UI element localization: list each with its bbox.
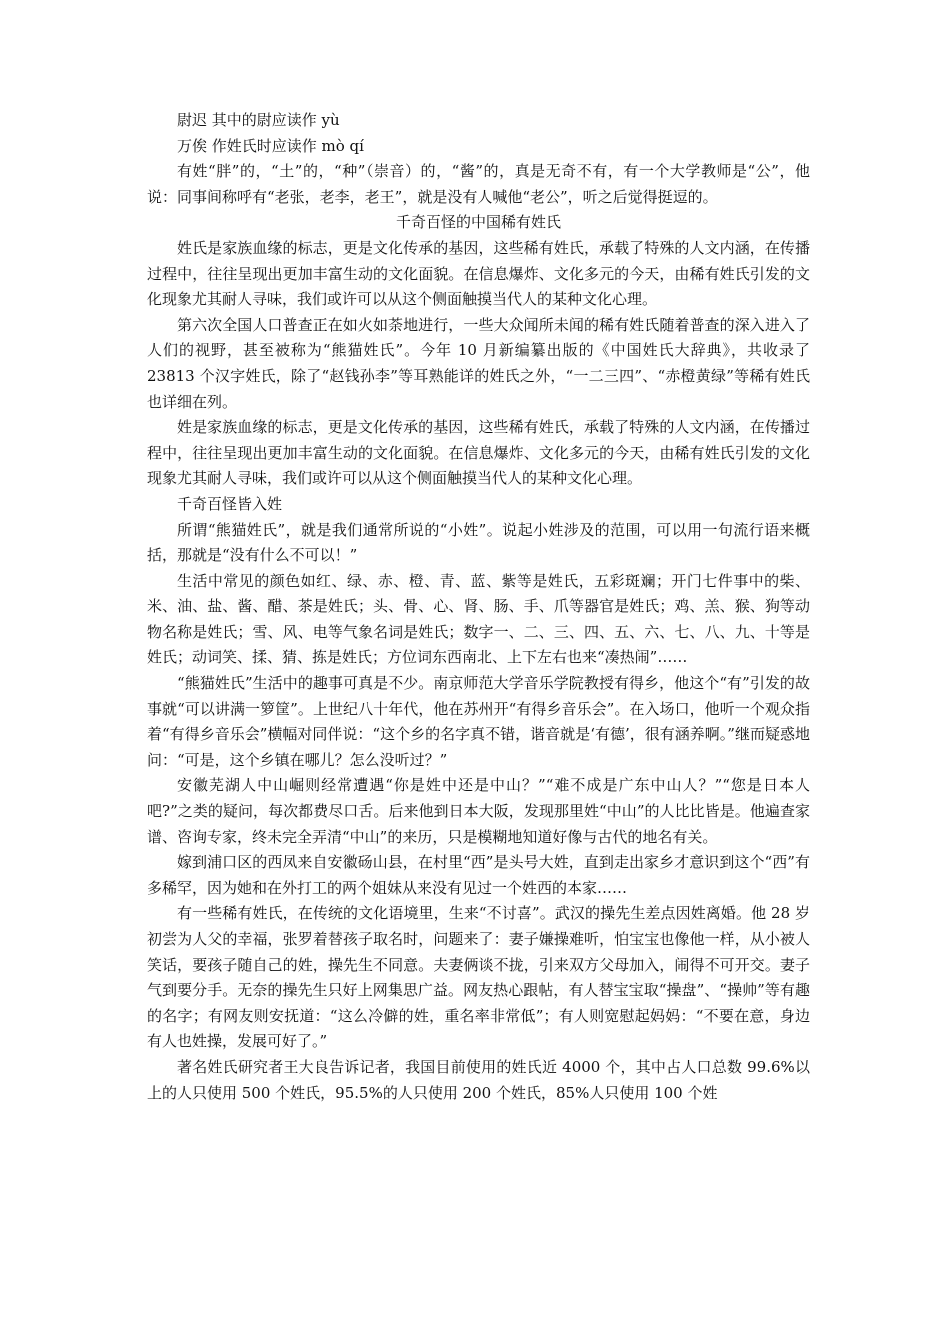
paragraph: 姓氏是家族血缘的标志，更是文化传承的基因，这些稀有姓氏，承载了特殊的人文内涵，在传播过程中，往往呈现出更加丰富生动的文化面貌。在信息爆炸、文化多元的今天，由稀有姓氏引发的文化现象尤其耐人寻味，我们或许可以从这个侧面触摸当代人的某种文化心理。 xyxy=(147,238,810,309)
intro-paragraph: 有姓“胖”的，“土”的，“种”（崇音）的，“酱”的，真是无奇不有，有一个大学教师是“公”，他说：同事间称呼有“老张，老李，老王”，就是没有人喊他“老公”，听之后觉得挺逗的。 xyxy=(147,162,810,206)
paragraph: 生活中常见的颜色如红、绿、赤、橙、青、蓝、紫等是姓氏，五彩斑斓；开门七件事中的柴、米、油、盐、酱、醋、茶是姓氏；头、骨、心、肾、肠、手、爪等器官是姓氏；鸡、羔、猴、狗等动物名称是姓氏；雪、风、电等气象名词是姓氏；数字一、二、三、四、五、六、七、八、九、十等是姓氏；动词笑、揉、猜、拣是姓氏；方位词东西南北、上下左右也来“凑热闹”…… xyxy=(147,571,810,667)
article-title: 千奇百怪的中国稀有姓氏 xyxy=(395,213,561,232)
paragraph: 所谓“熊猫姓氏”，就是我们通常所说的“小姓”。说起小姓涉及的范围，可以用一句流行语来概括，那就是“没有什么不可以！” xyxy=(147,520,810,565)
document-page xyxy=(147,108,810,1106)
paragraph: 嫁到浦口区的西凤来自安徽砀山县，在村里“西”是头号大姓，直到走出家乡才意识到这个“西”有多稀罕，因为她和在外打工的两个姐妹从来没有见过一个姓西的本家…… xyxy=(147,853,810,897)
intro-line-moqi: 万俟 作姓氏时应读作 mò qí xyxy=(177,136,364,155)
paragraph: “熊猫姓氏”生活中的趣事可真是不少。南京师范大学音乐学院教授有得乡，他这个“有”引发的故事就“可以讲满一箩筐”。上世纪八十年代，他在苏州开“有得乡音乐会”。在入场口，他听一个观众指着“有得乡音乐会”横幅对同伴说：“这个乡的名字真不错，谐音就是‘有德’，很有涵养啊。”继而疑惑地问：“可是，这个乡镇在哪儿？怎么没听过？” xyxy=(147,674,810,769)
paragraph: 第六次全国人口普查正在如火如荼地进行，一些大众闻所未闻的稀有姓氏随着普查的深入进入了人们的视野，甚至被称为“熊猫姓氏”。今年 10 月新编纂出版的《中国姓氏大辞典》，共收录了 23813 个汉字姓氏，除了“赵钱孙李”等耳熟能详的姓氏之外，“一二三四”、“赤橙黄绿”等稀有姓氏也详细在列。 xyxy=(147,315,810,411)
paragraph: 安徽芜湖人中山崛则经常遭遇“你是姓中还是中山？”“难不成是广东中山人？”“您是日本人吧?”之类的疑问，每次都费尽口舌。后来他到日本大阪，发现那里姓“中山”的人比比皆是。他遍查家谱、咨询专家，终未完全弄清“中山”的来历，只是模糊地知道好像与古代的地名有关。 xyxy=(147,776,810,846)
paragraph: 有一些稀有姓氏，在传统的文化语境里，生来“不讨喜”。武汉的操先生差点因姓离婚。他 28 岁初尝为人父的幸福，张罗着替孩子取名时，问题来了：妻子嫌操难听，怕宝宝也像他一样，从小被人笑话，要孩子随自己的姓，操先生不同意。夫妻俩谈不拢，引来双方父母加入，闹得不可开交。妻子气到要分手。无奈的操先生只好上网集思广益。网友热心跟帖，有人替宝宝取“操盘”、“操帅”等有趣的名字；有网友则安抚道：“这么冷僻的姓，重名率非常低”；有人则宽慰起妈妈：“不要在意，身边有人也姓操，发展可好了。” xyxy=(147,904,810,1051)
intro-line-yuchi: 尉迟 其中的尉应读作 yù xyxy=(177,111,340,129)
paragraph: 著名姓氏研究者王大良告诉记者，我国目前使用的姓氏近 4000 个，其中占人口总数 99.6%以上的人只使用 500 个姓氏，95.5%的人只使用 200 个姓氏，85%人只使用 100 个姓 xyxy=(147,1057,810,1102)
paragraph: 姓是家族血缘的标志，更是文化传承的基因，这些稀有姓氏，承载了特殊的人文内涵，在传播过程中，往往呈现出更加丰富生动的文化面貌。在信息爆炸、文化多元的今天，由稀有姓氏引发的文化现象尤其耐人寻味，我们或许可以从这个侧面触摸当代人的某种文化心理。 xyxy=(147,418,810,488)
section-subtitle: 千奇百怪皆入姓 xyxy=(177,494,283,513)
